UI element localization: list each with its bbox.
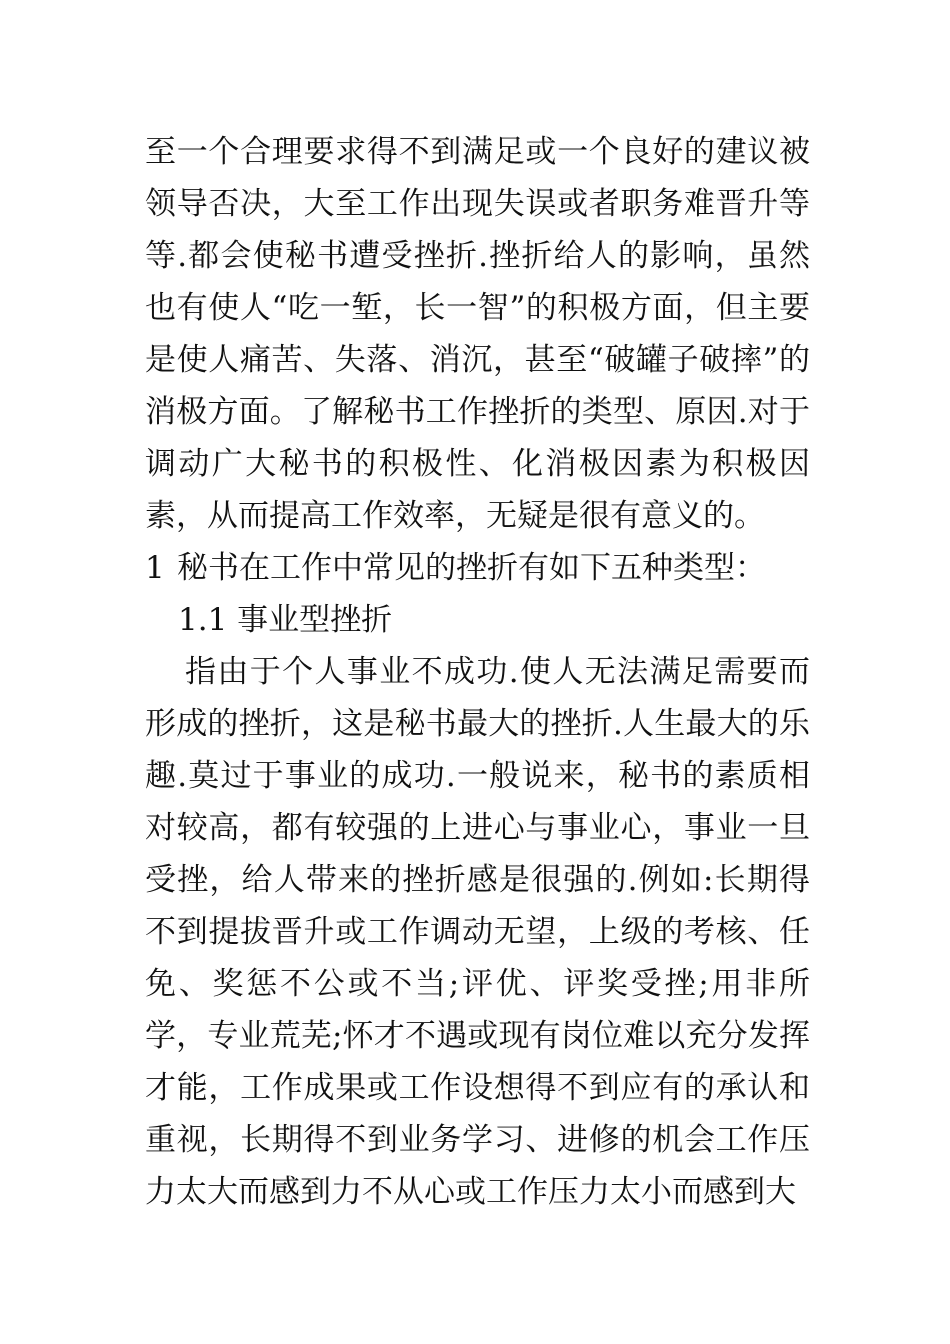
subsection-heading: 1.1 事业型挫折 — [178, 602, 393, 638]
body-paragraph: 至一个合理要求得不到满足或一个良好的建议被领导否决，大至工作出现失误或者职务难晋升等等.都会使秘书遭受挫折.挫折给人的影响，虽然也有使人“吃一堑，长一智”的积极方面，但主要是使人痛苦、失落、消沉，甚至“破罐子破摔”的消极方面。了解秘书工作挫折的类型、原因.对于调动广大秘书的积极性、化消极因素为积极因素，从而提高工作效率，无疑是很有意义的。 — [145, 134, 810, 534]
section-heading — [145, 542, 810, 594]
section-number: 1 — [145, 550, 165, 586]
body-paragraph: 指由于个人事业不成功.使人无法满足需要而形成的挫折，这是秘书最大的挫折.人生最大的乐趣.莫过于事业的成功.一般说来，秘书的素质相对较高，都有较强的上进心与事业心，事业一旦受挫，给人带来的挫折感是很强的.例如:长期得不到提拔晋升或工作调动无望，上级的考核、任免、奖惩不公或不当;评优、评奖受挫;用非所学，专业荒芜;怀才不遇或现有岗位难以充分发挥才能，工作成果或工作设想得不到应有的承认和重视，长期得不到业务学习、进修的机会工作压力太大而感到力不从心或工作压力太小而感到大 — [145, 654, 810, 1210]
document-body — [145, 126, 810, 1218]
section-title: 秘书在工作中常见的挫折有如下五种类型： — [177, 550, 766, 586]
